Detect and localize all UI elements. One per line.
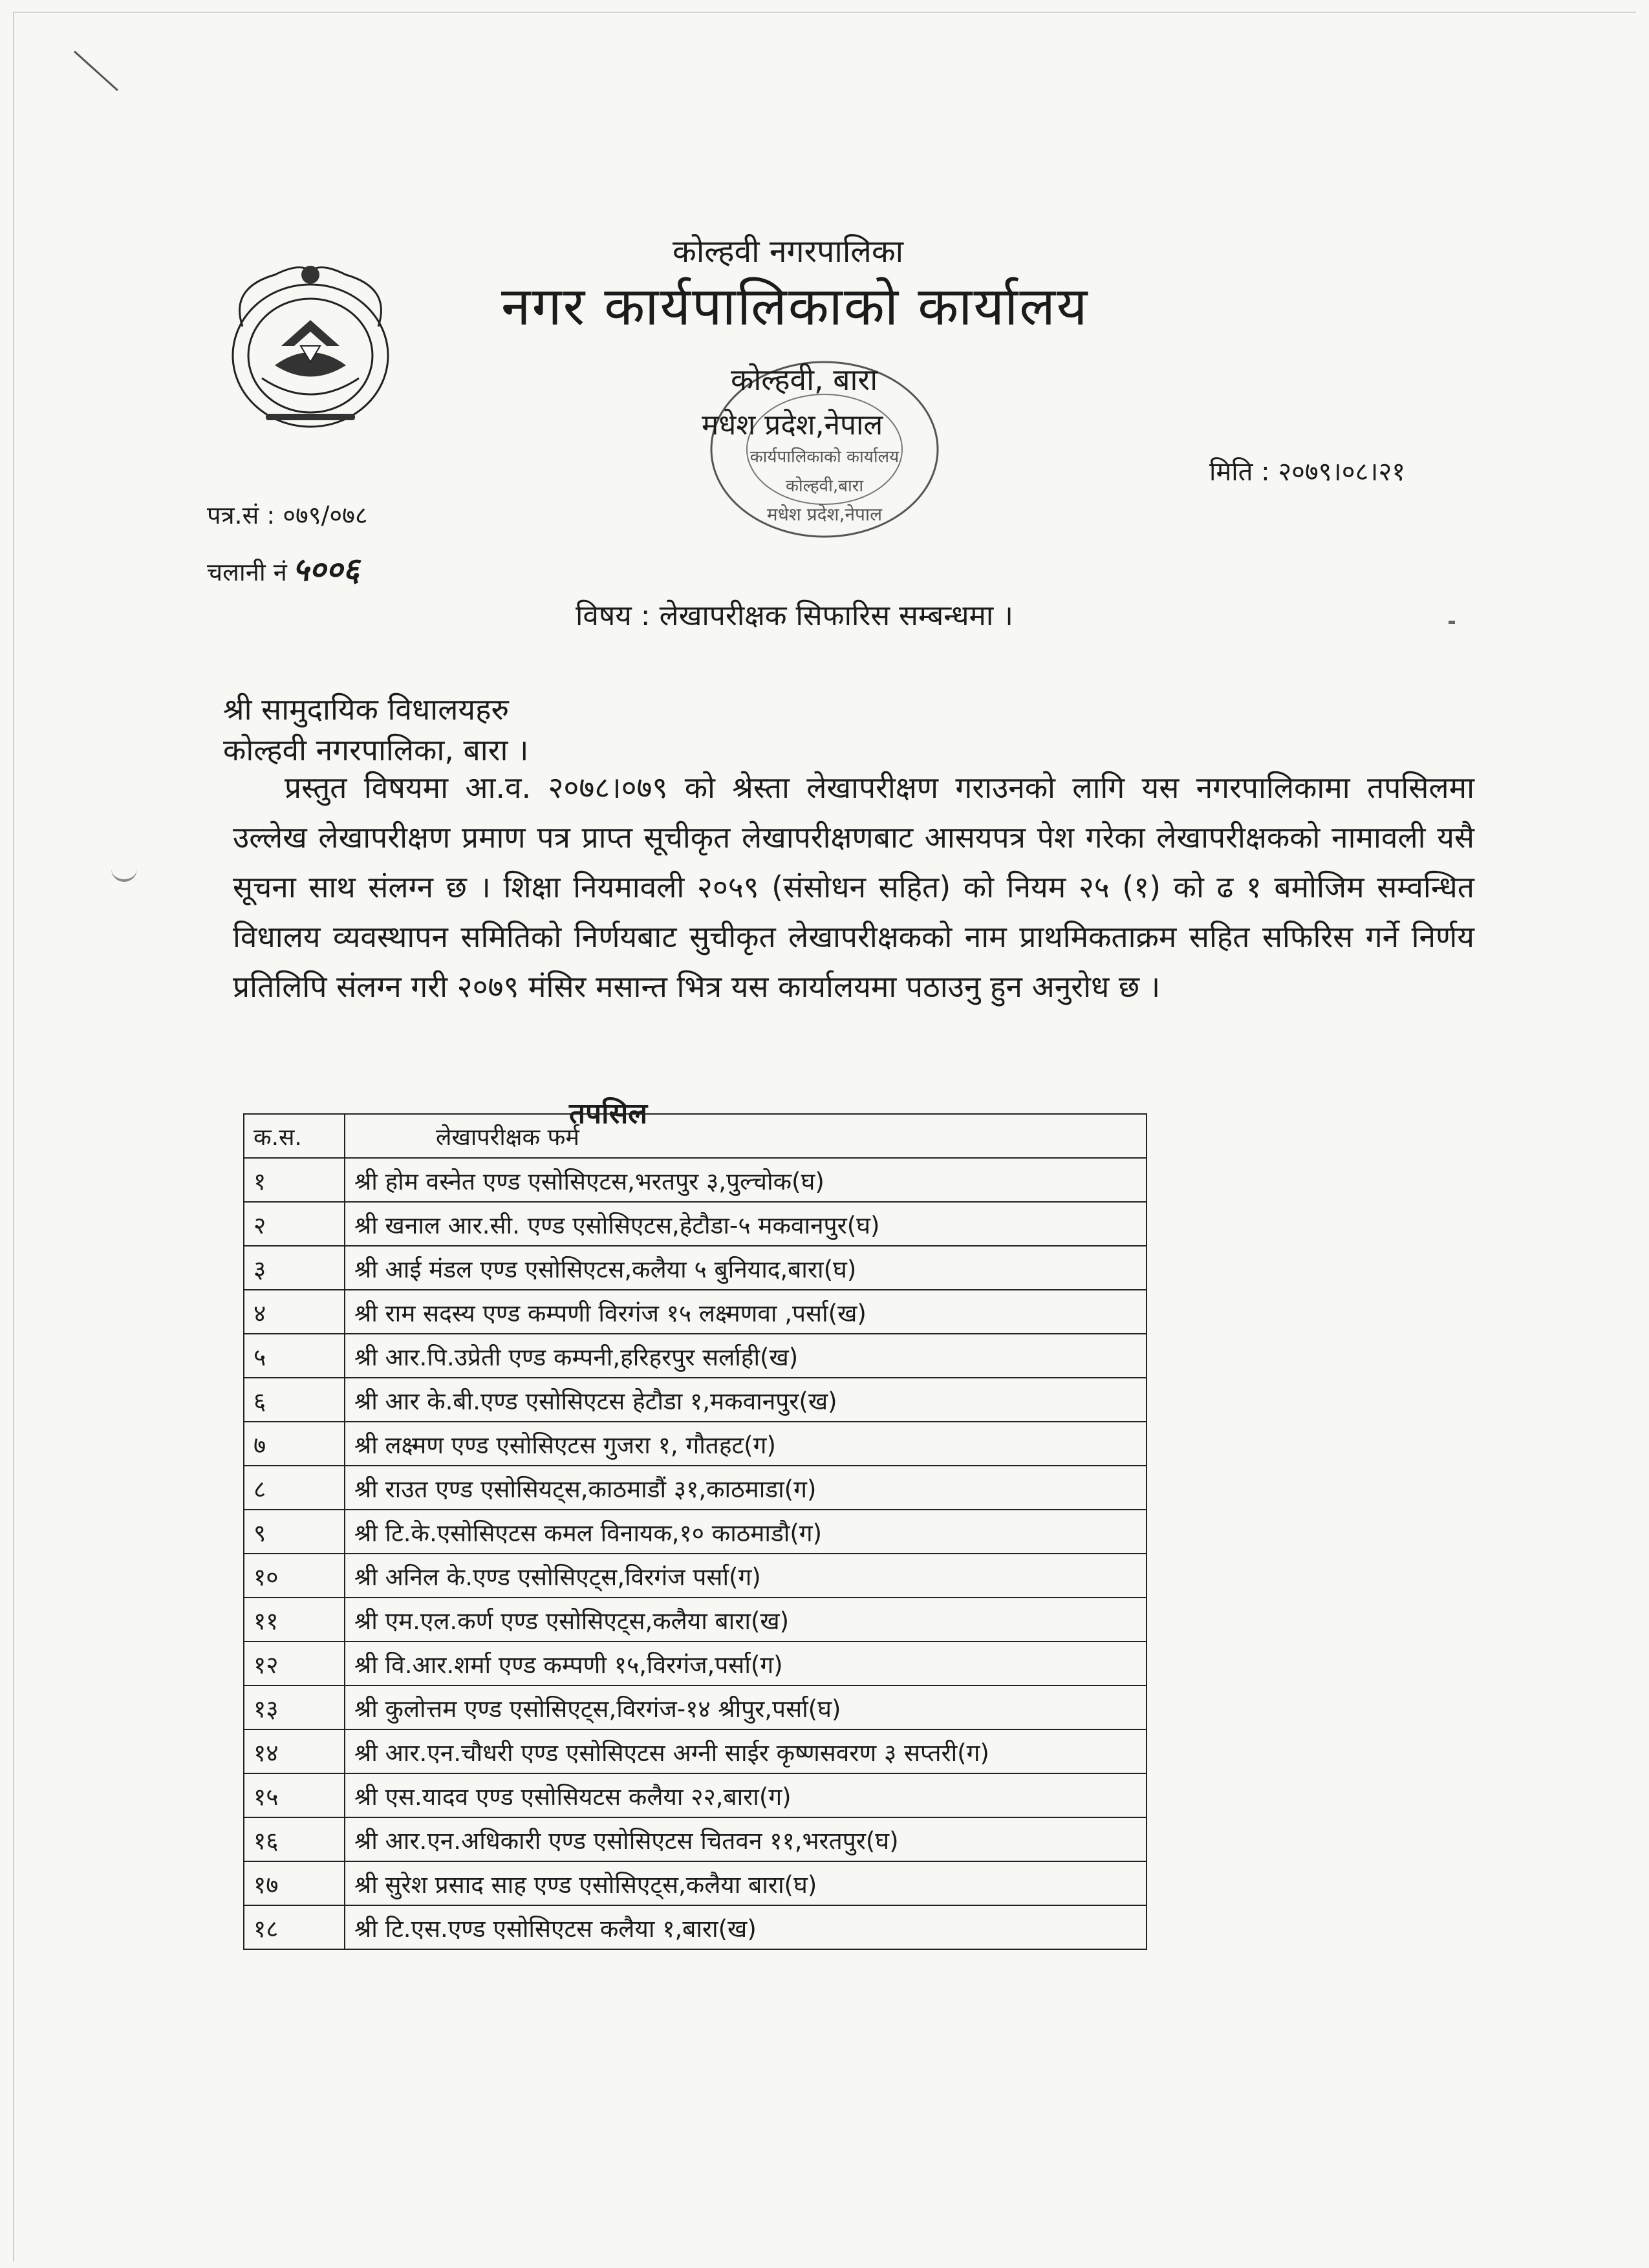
row-firm-name: श्री आर.एन.चौधरी एण्ड एसोसिएटस अग्नी साईर कृष्णसवरण ३ सप्तरी(ग) bbox=[345, 1729, 1147, 1773]
row-firm-name: श्री वि.आर.शर्मा एण्ड कम्पणी १५,विरगंज,पर्सा(ग) bbox=[345, 1642, 1147, 1685]
row-serial-number: ५ bbox=[244, 1334, 345, 1378]
edge-mark bbox=[1449, 621, 1455, 624]
table-caption: तपसिल bbox=[569, 1097, 648, 1130]
seal-text-1: कार्यपालिकाको कार्यालय bbox=[749, 447, 900, 467]
row-serial-number: १० bbox=[244, 1554, 345, 1598]
dispatch-line bbox=[207, 546, 360, 590]
column-header-firm: लेखापरीक्षक फर्म bbox=[345, 1114, 1147, 1158]
row-firm-name: श्री आई मंडल एण्ड एसोसिएटस,कलैया ५ बुनियाद,बारा(घ) bbox=[345, 1246, 1147, 1290]
table-row bbox=[244, 1729, 1147, 1773]
table-row bbox=[244, 1773, 1147, 1817]
row-firm-name: श्री राम सदस्य एण्ड कम्पणी विरगंज १५ लक्ष्मणवा ,पर्सा(ख) bbox=[345, 1290, 1147, 1334]
row-firm-name: श्री राउत एण्ड एसोसियट्स,काठमाडौं ३१,काठमाडा(ग) bbox=[345, 1466, 1147, 1510]
office-province: मधेश प्रदेश,नेपाल bbox=[702, 409, 883, 442]
table-row bbox=[244, 1334, 1147, 1378]
table-row bbox=[244, 1598, 1147, 1642]
row-firm-name: श्री आर के.बी.एण्ड एसोसिएटस हेटौडा १,मकवानपुर(ख) bbox=[345, 1378, 1147, 1422]
row-serial-number: १५ bbox=[244, 1773, 345, 1817]
recipient-line-2: कोल्हवी नगरपालिका, बारा । bbox=[223, 733, 529, 767]
row-firm-name: श्री आर.पि.उप्रेती एण्ड कम्पनी,हरिहरपुर सर्लाही(ख) bbox=[345, 1334, 1147, 1378]
table-row bbox=[244, 1861, 1147, 1905]
dispatch-label: चलानी नं bbox=[207, 558, 287, 586]
table-row bbox=[244, 1246, 1147, 1290]
row-firm-name: श्री आर.एन.अधिकारी एण्ड एसोसिएटस चितवन ११,भरतपुर(घ) bbox=[345, 1817, 1147, 1861]
table-row bbox=[244, 1905, 1147, 1949]
row-firm-name: श्री होम वस्नेत एण्ड एसोसिएटस,भरतपुर ३,पुल्चोक(घ) bbox=[345, 1158, 1147, 1202]
row-serial-number: १७ bbox=[244, 1861, 345, 1905]
table-row bbox=[244, 1158, 1147, 1202]
seal-text-2: कोल्हवी,बारा bbox=[785, 476, 864, 496]
row-serial-number: १३ bbox=[244, 1685, 345, 1729]
table-row bbox=[244, 1202, 1147, 1246]
row-firm-name: श्री टि.के.एसोसिएटस कमल विनायक,१० काठमाडौ(ग) bbox=[345, 1510, 1147, 1554]
table-row bbox=[244, 1466, 1147, 1510]
recipient-line-1: श्री सामुदायिक विधालयहरु bbox=[223, 692, 510, 727]
dispatch-number: ५००६ bbox=[292, 550, 360, 588]
subject-line: विषय : लेखापरीक्षक सिफारिस सम्बन्धमा । bbox=[576, 599, 1013, 632]
row-serial-number: ६ bbox=[244, 1378, 345, 1422]
reference-number: पत्र.सं : ०७९/०७८ bbox=[207, 501, 368, 530]
table-row bbox=[244, 1290, 1147, 1334]
row-firm-name: श्री खनाल आर.सी. एण्ड एसोसिएटस,हेटौडा-५ मकवानपुर(घ) bbox=[345, 1202, 1147, 1246]
table-row bbox=[244, 1817, 1147, 1861]
seal-text-3: मधेश प्रदेश,नेपाल bbox=[766, 504, 883, 525]
office-address: कोल्हवी, बारा bbox=[731, 362, 878, 397]
row-serial-number: १ bbox=[244, 1158, 345, 1202]
nepal-emblem-icon bbox=[204, 249, 417, 443]
row-serial-number: ८ bbox=[244, 1466, 345, 1510]
table-row bbox=[244, 1554, 1147, 1598]
row-serial-number: ४ bbox=[244, 1290, 345, 1334]
table-row bbox=[244, 1422, 1147, 1466]
row-serial-number: १४ bbox=[244, 1729, 345, 1773]
row-serial-number: १८ bbox=[244, 1905, 345, 1949]
column-header-serial: क.स. bbox=[244, 1114, 345, 1158]
row-serial-number: ११ bbox=[244, 1598, 345, 1642]
table-row bbox=[244, 1378, 1147, 1422]
row-serial-number: ९ bbox=[244, 1510, 345, 1554]
row-serial-number: ३ bbox=[244, 1246, 345, 1290]
row-firm-name: श्री कुलोत्तम एण्ड एसोसिएट्स,विरगंज-१४ श्रीपुर,पर्सा(घ) bbox=[345, 1685, 1147, 1729]
row-serial-number: १२ bbox=[244, 1642, 345, 1685]
row-firm-name: श्री लक्ष्मण एण्ड एसोसिएटस गुजरा १, गौतहट(ग) bbox=[345, 1422, 1147, 1466]
table-body bbox=[244, 1158, 1147, 1949]
row-serial-number: १६ bbox=[244, 1817, 345, 1861]
row-firm-name: श्री एस.यादव एण्ड एसोसियटस कलैया २२,बारा(ग) bbox=[345, 1773, 1147, 1817]
auditor-firms-table bbox=[243, 1113, 1147, 1950]
letter-date: मिति : २०७९।०८।२१ bbox=[1209, 457, 1406, 487]
row-firm-name: श्री सुरेश प्रसाद साह एण्ड एसोसिएट्स,कलैया बारा(घ) bbox=[345, 1861, 1147, 1905]
municipality-name: कोल्हवी नगरपालिका bbox=[673, 233, 904, 270]
table-row bbox=[244, 1685, 1147, 1729]
table-header-row bbox=[244, 1114, 1147, 1158]
office-title: नगर कार्यपालिकाको कार्यालय bbox=[501, 276, 1089, 337]
row-serial-number: २ bbox=[244, 1202, 345, 1246]
table-row bbox=[244, 1642, 1147, 1685]
row-firm-name: श्री एम.एल.कर्ण एण्ड एसोसिएट्स,कलैया बारा(ख) bbox=[345, 1598, 1147, 1642]
row-firm-name: श्री अनिल के.एण्ड एसोसिएट्स,विरगंज पर्सा(ग) bbox=[345, 1554, 1147, 1598]
letter-body: प्रस्तुत विषयमा आ.व. २०७८।०७९ को श्रेस्ता लेखापरीक्षण गराउनको लागि यस नगरपालिकामा तपसिलमा उल्लेख लेखापरीक्षण प्रमाण पत्र प्राप्त सूचीकृत लेखापरीक्षणबाट आसयपत्र पेश गरेका लेखापरीक्षकको नामावली यसै सूचना साथ संलग्न छ । शिक्षा नियमावली २०५९ (संसोधन सहित) को नियम २५ (१) को ढ १ बमोजिम सम्वन्धित विधालय व्यवस्थापन समितिको निर्णयबाट सुचीकृत लेखापरीक्षकको नाम प्राथमिकताक्रम सहित सफिरिस गर्ने निर्णय प्रतिलिपि संलग्न गरी २०७९ मंसिर मसान्त भित्र यस कार्यालयमा पठाउनु हुन अनुरोध छ । bbox=[233, 770, 1474, 1004]
row-serial-number: ७ bbox=[244, 1422, 345, 1466]
table-row bbox=[244, 1510, 1147, 1554]
row-firm-name: श्री टि.एस.एण्ड एसोसिएटस कलैया १,बारा(ख) bbox=[345, 1905, 1147, 1949]
